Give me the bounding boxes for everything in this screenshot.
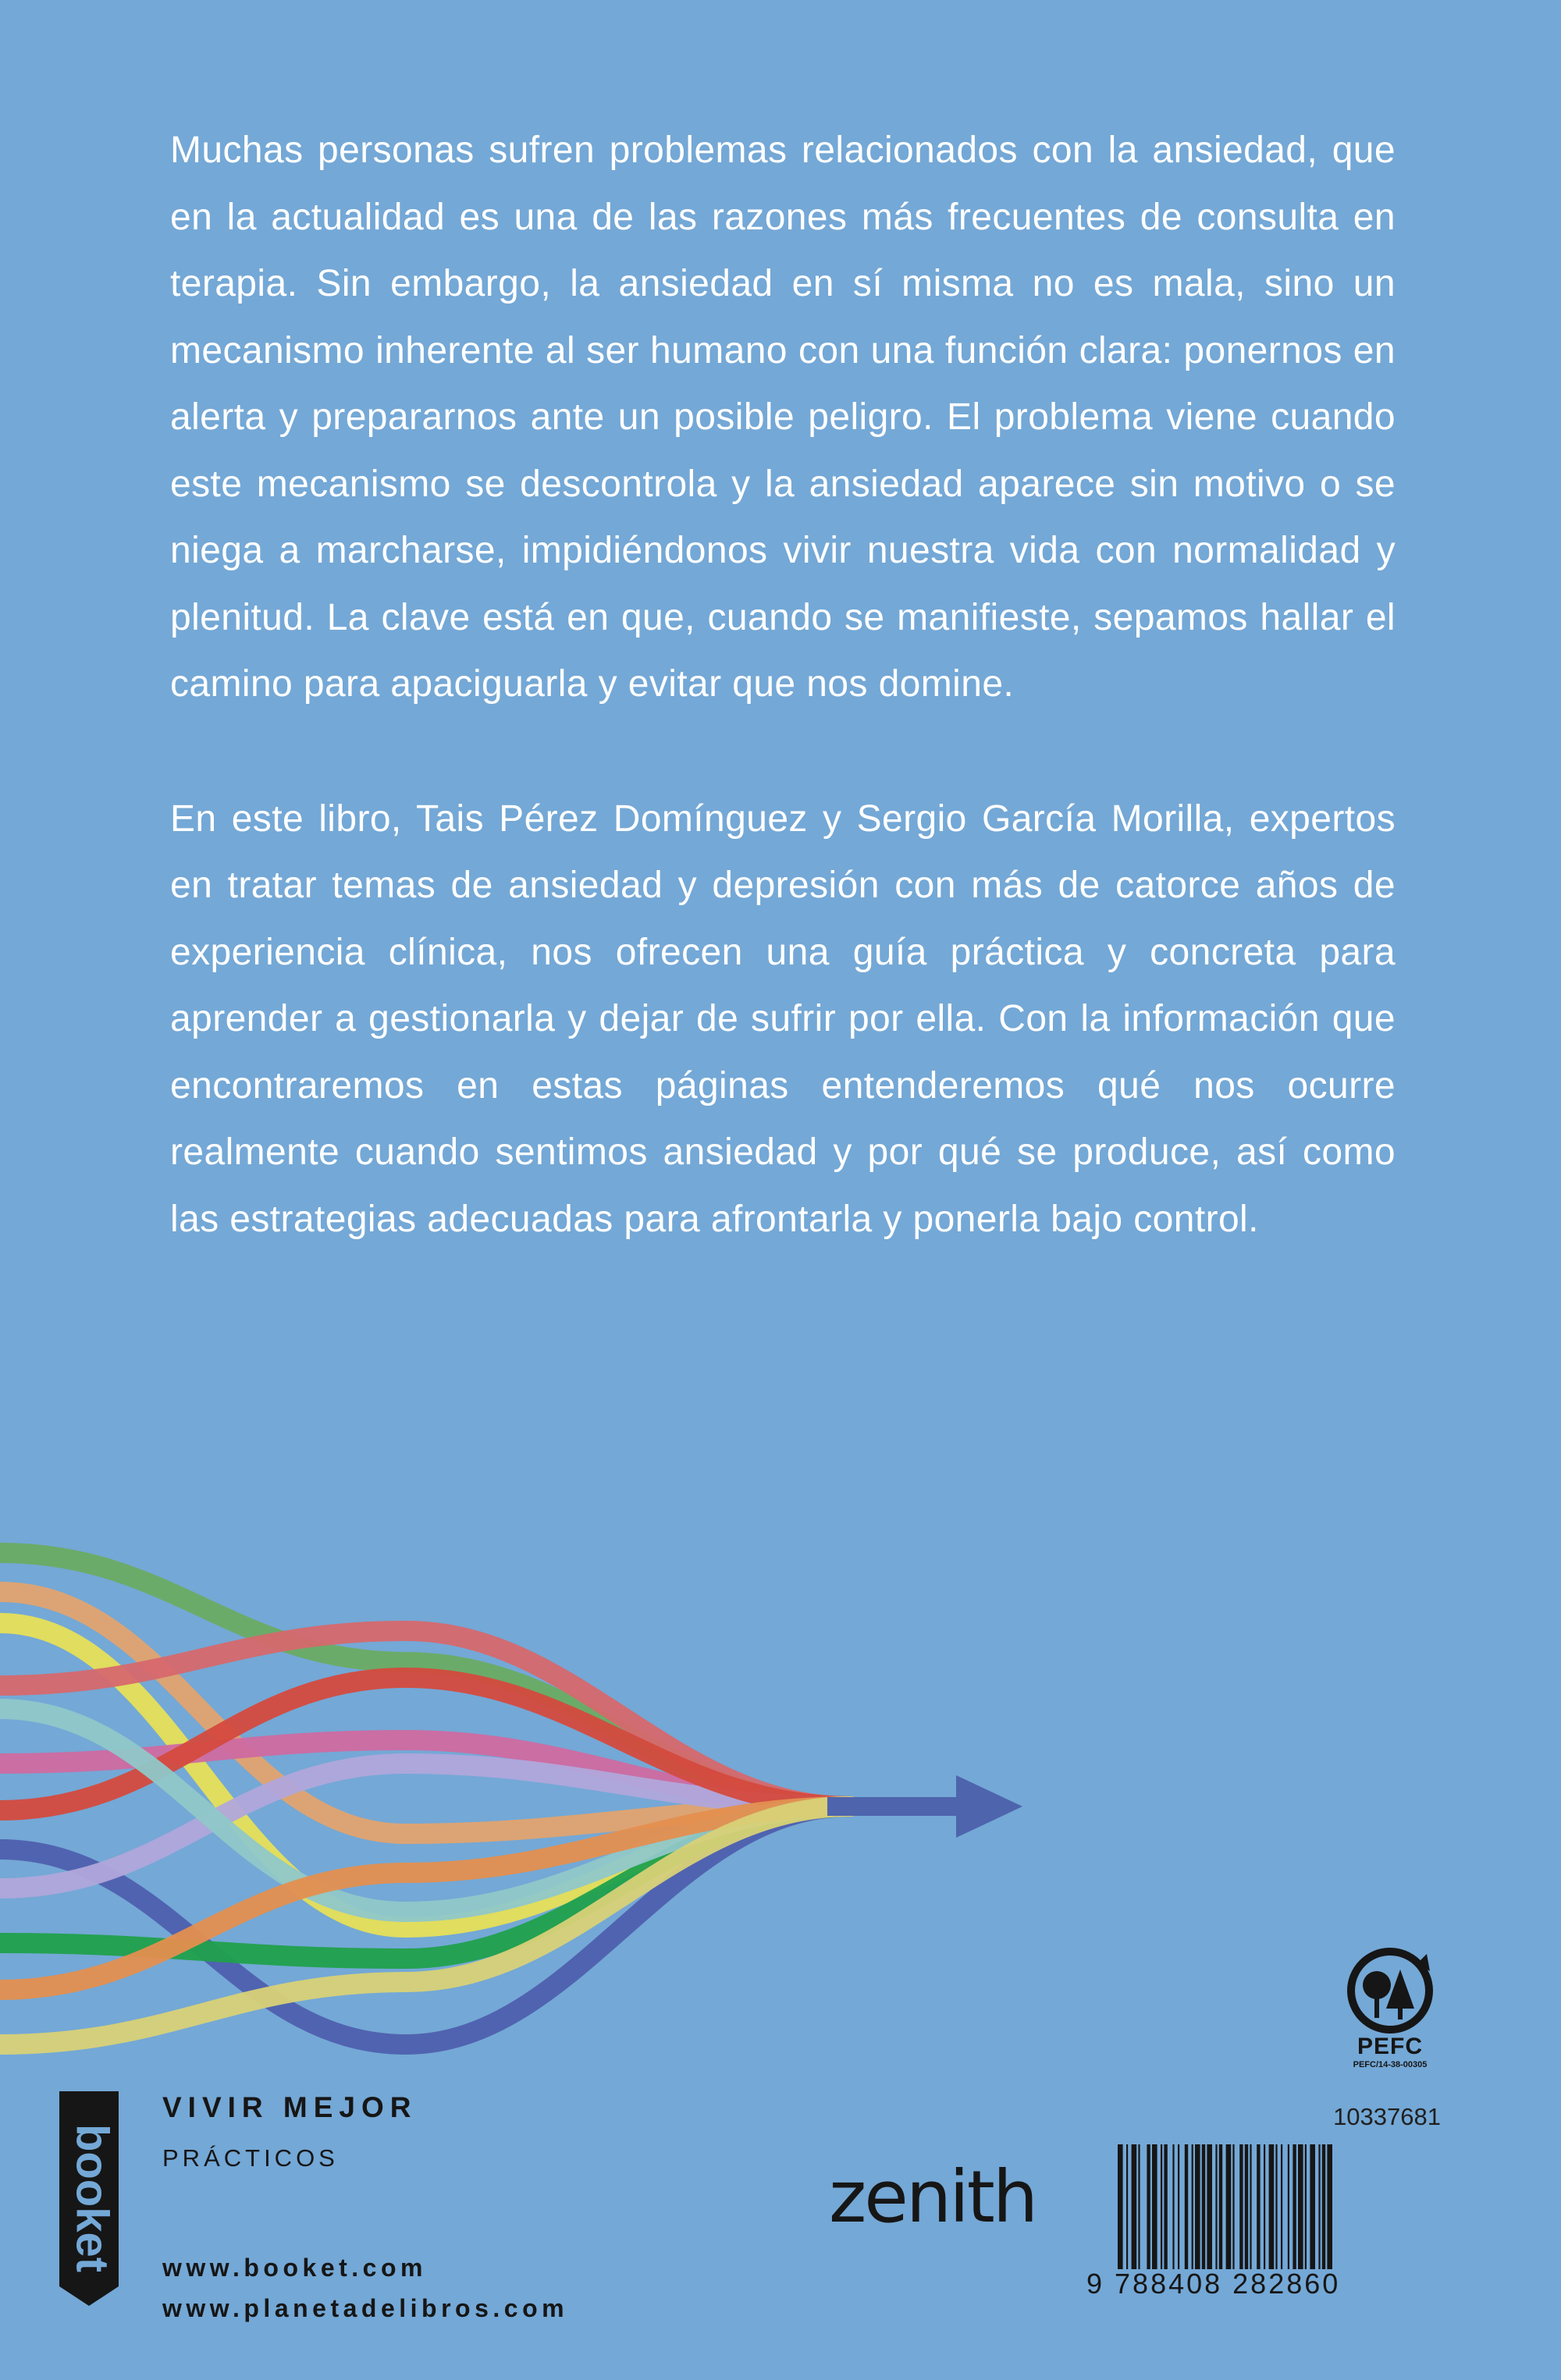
- publisher-urls: [162, 2247, 568, 2328]
- zenith-imprint-logo: zenith: [829, 2155, 1037, 2239]
- pefc-label: PEFC: [1357, 2034, 1423, 2059]
- arrow-head-icon: [956, 1775, 1022, 1838]
- series-block: [162, 2091, 418, 2172]
- barcode: [1116, 2144, 1444, 2281]
- url-planeta: www.planetadelibros.com: [162, 2294, 569, 2322]
- blurb-paragraph-2: En este libro, Tais Pérez Domínguez y Sergio García Morilla, expertos en tratar temas de ansiedad y depresión con más de catorce años de experiencia clínica, nos ofrecen una guía práctica y concreta para aprender a gestionarla y dejar de sufrir por ella. Con la información que encontraremos en estas páginas entenderemos qué nos ocurre realmente cuando sentimos ansiedad y por qué se produce, así como las estrategias adecuadas para afrontarla y ponerla bajo control.: [170, 797, 1396, 1240]
- internal-code: 10337681: [1333, 2103, 1441, 2130]
- converging-arrows-illustration: [0, 1506, 1038, 2099]
- booket-logo: [56, 2091, 122, 2306]
- pefc-code: PEFC/14-38-00305: [1353, 2060, 1428, 2069]
- back-cover-blurb: [170, 117, 1396, 1320]
- booket-logo-text: booket: [66, 2123, 118, 2273]
- url-booket: www.booket.com: [162, 2254, 427, 2282]
- isbn-digits: 9 788408 282860: [1086, 2268, 1341, 2300]
- blurb-paragraph-1: Muchas personas sufren problemas relacionados con la ansiedad, que en la actualidad es una de las razones más frecuentes de consulta en terapia. Sin embargo, la ansiedad en sí misma no es mala, sino un mecanismo inherente al ser humano con una función clara: ponernos en alerta y prepararnos ante un posible peligro. El problema viene cuando este mecanismo se descontrola y la ansiedad aparece sin motivo o se niega a marcharse, impidiéndonos vivir nuestra vida con normalidad y plenitud. La clave está en que, cuando se manifieste, sepamos hallar el camino para apaciguarla y evitar que nos domine.: [170, 130, 1396, 705]
- series-title: VIVIR MEJOR: [162, 2091, 418, 2123]
- series-subtitle: PRÁCTICOS: [162, 2144, 339, 2172]
